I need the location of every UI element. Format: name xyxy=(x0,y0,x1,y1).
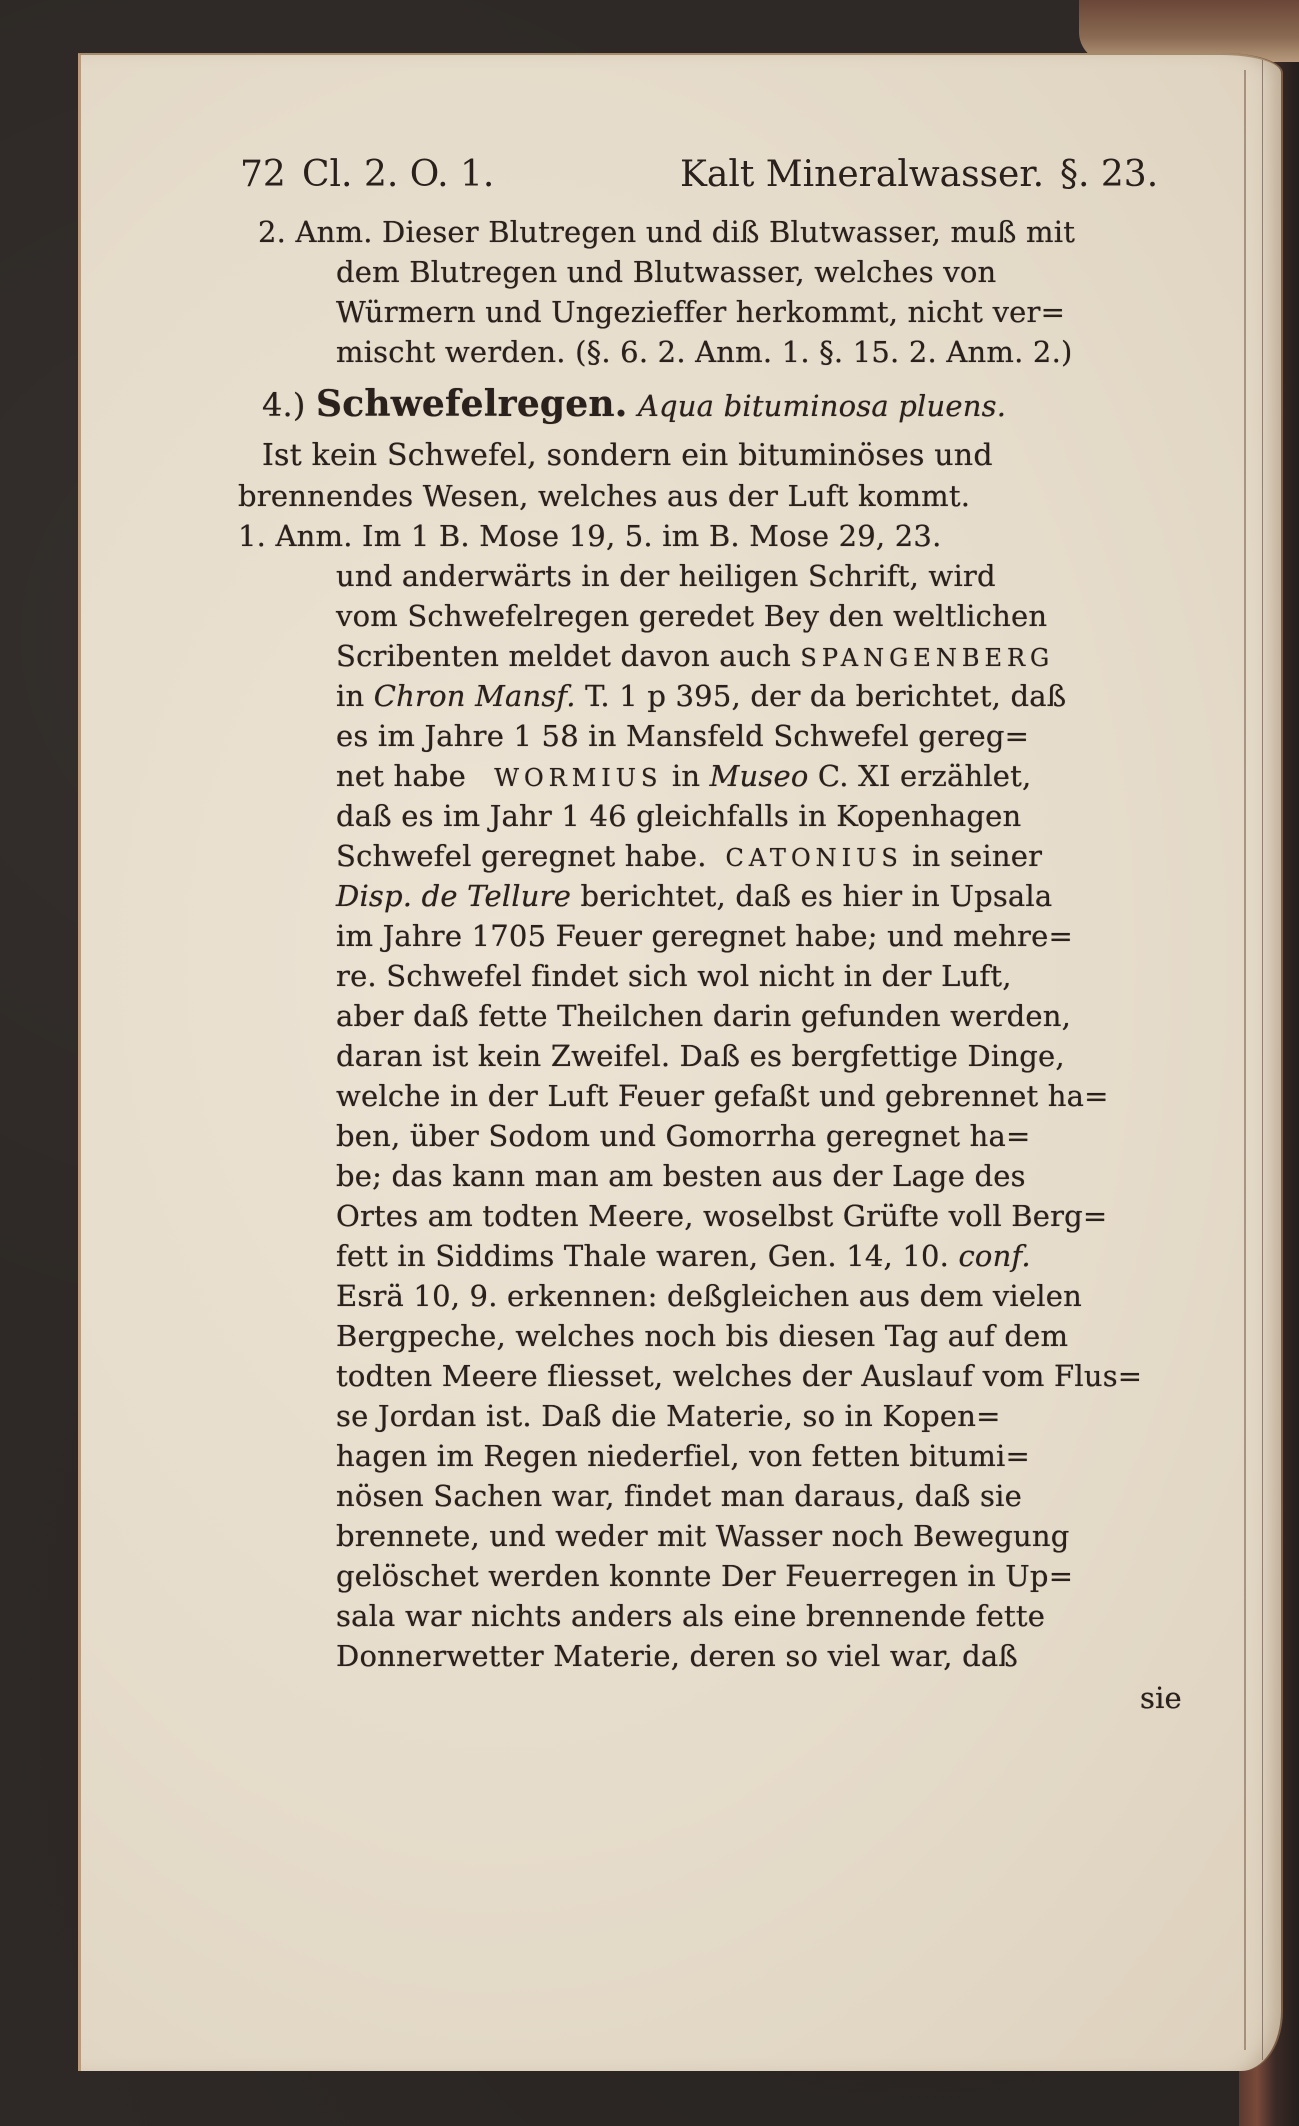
text-line: be; das kann man am besten aus der Lage des xyxy=(336,1159,1026,1193)
book-title: Disp. de Tellure xyxy=(336,879,572,913)
text-span: net habe xyxy=(336,759,467,793)
text-line: daran ist kein Zweifel. Daß es bergfettige Dinge, xyxy=(336,1039,1065,1073)
text-span: Scribenten meldet davon auch xyxy=(336,639,791,673)
text-line: nösen Sachen war, findet man daraus, daß sie xyxy=(336,1479,1022,1513)
text-span: Schwefel geregnet habe. xyxy=(336,839,707,873)
text-line: se Jordan ist. Daß die Materie, so in Kopen= xyxy=(336,1399,1001,1433)
text-line: hagen im Regen niederfiel, von fetten bitumi= xyxy=(336,1439,1031,1473)
text-line: Bergpeche, welches noch bis diesen Tag auf dem xyxy=(336,1319,1069,1353)
text-line: Ortes am todten Meere, woselbst Grüfte voll Berg= xyxy=(336,1199,1108,1233)
text-span: T. 1 p 395, xyxy=(585,679,741,713)
text-line: daß es im Jahr 1 46 gleichfalls in Kopenhagen xyxy=(336,799,1022,833)
text-line: brennendes Wesen, welches aus der Luft kommt. xyxy=(238,479,971,513)
running-header xyxy=(240,150,1180,200)
text-line: gelöschet werden konnte Der Feuerregen in Up= xyxy=(336,1559,1074,1593)
text-line: sala war nichts anders als eine brennende fette xyxy=(336,1599,1046,1633)
text-line: Donnerwetter Materie, deren so viel war, daß xyxy=(336,1639,1018,1673)
text-line xyxy=(336,878,1052,914)
author-name: SPANGENBERG xyxy=(800,644,1055,672)
text-line: brennete, und weder mit Wasser noch Bewegung xyxy=(336,1519,1070,1553)
text-line: mischt werden. (§. 6. 2. Anm. 1. §. 15. 2. Anm. 2.) xyxy=(336,335,1073,369)
author-name: CATONIUS xyxy=(725,844,903,872)
catchword: sie xyxy=(1140,1681,1182,1715)
text-span: erzählet, xyxy=(900,759,1032,793)
text-line: welche in der Luft Feuer gefaßt und gebrennet ha= xyxy=(336,1079,1109,1113)
heading-number: 4.) xyxy=(262,386,306,424)
class-reference: Cl. 2. O. 1. xyxy=(302,154,495,195)
heading-title: Schwefelregen. xyxy=(316,383,628,425)
text-line: todten Meere fliesset, welches der Auslauf vom Flus= xyxy=(336,1359,1143,1393)
text-line: und anderwärts in der heiligen Schrift, wird xyxy=(336,559,996,593)
section-heading xyxy=(262,384,1006,426)
book-title: Chron Mansf. xyxy=(373,679,576,713)
running-title: Kalt Mineralwasser. xyxy=(680,154,1045,195)
text-line: Esrä 10, 9. erkennen: deßgleichen aus dem vielen xyxy=(336,1279,1082,1313)
page-number: 72 xyxy=(240,154,286,195)
text-span: berichtet, daß es hier in Upsala xyxy=(580,879,1053,913)
text-line: im Jahre 1705 Feuer geregnet habe; und mehre= xyxy=(336,919,1073,953)
text-line: re. Schwefel findet sich wol nicht in der Luft, xyxy=(336,959,1012,993)
text-line xyxy=(336,678,1066,714)
text-line: 1. Anm. Im 1 B. Mose 19, 5. im B. Mose 29, 23. xyxy=(238,519,942,553)
text-span: der da berichtet, daß xyxy=(750,679,1067,713)
text-line: vom Schwefelregen geredet Bey den weltlichen xyxy=(336,599,1048,633)
text-line xyxy=(336,1238,1031,1274)
text-line: ben, über Sodom und Gomorrha geregnet ha= xyxy=(336,1119,1031,1153)
section-number: §. 23. xyxy=(1060,154,1159,195)
text-span: in xyxy=(671,759,701,793)
text-line: 2. Anm. Dieser Blutregen und diß Blutwasser, muß mit xyxy=(258,215,1076,249)
text-line xyxy=(336,838,1042,876)
text-span: conf. xyxy=(958,1239,1031,1273)
text-span: fett in Siddims Thale waren, Gen. 14, 10. xyxy=(336,1239,950,1273)
author-name: WORMIUS xyxy=(494,764,663,792)
book-title: Museo xyxy=(709,759,809,793)
text-span: in seiner xyxy=(912,839,1043,873)
text-line: es im Jahre 1 58 in Mansfeld Schwefel gereg= xyxy=(336,719,1030,753)
text-line: Würmern und Ungezieffer herkommt, nicht ver= xyxy=(336,295,1066,329)
heading-latin: Aqua bituminosa pluens. xyxy=(637,389,1007,423)
text-line xyxy=(336,638,1054,676)
text-line xyxy=(336,758,1031,796)
text-span: C. XI xyxy=(817,759,891,793)
text-line: dem Blutregen und Blutwasser, welches von xyxy=(336,255,997,289)
text-line: Ist kein Schwefel, sondern ein bituminöses und xyxy=(262,438,993,473)
text-span: in xyxy=(336,679,365,713)
text-line: aber daß fette Theilchen darin gefunden werden, xyxy=(336,999,1072,1033)
